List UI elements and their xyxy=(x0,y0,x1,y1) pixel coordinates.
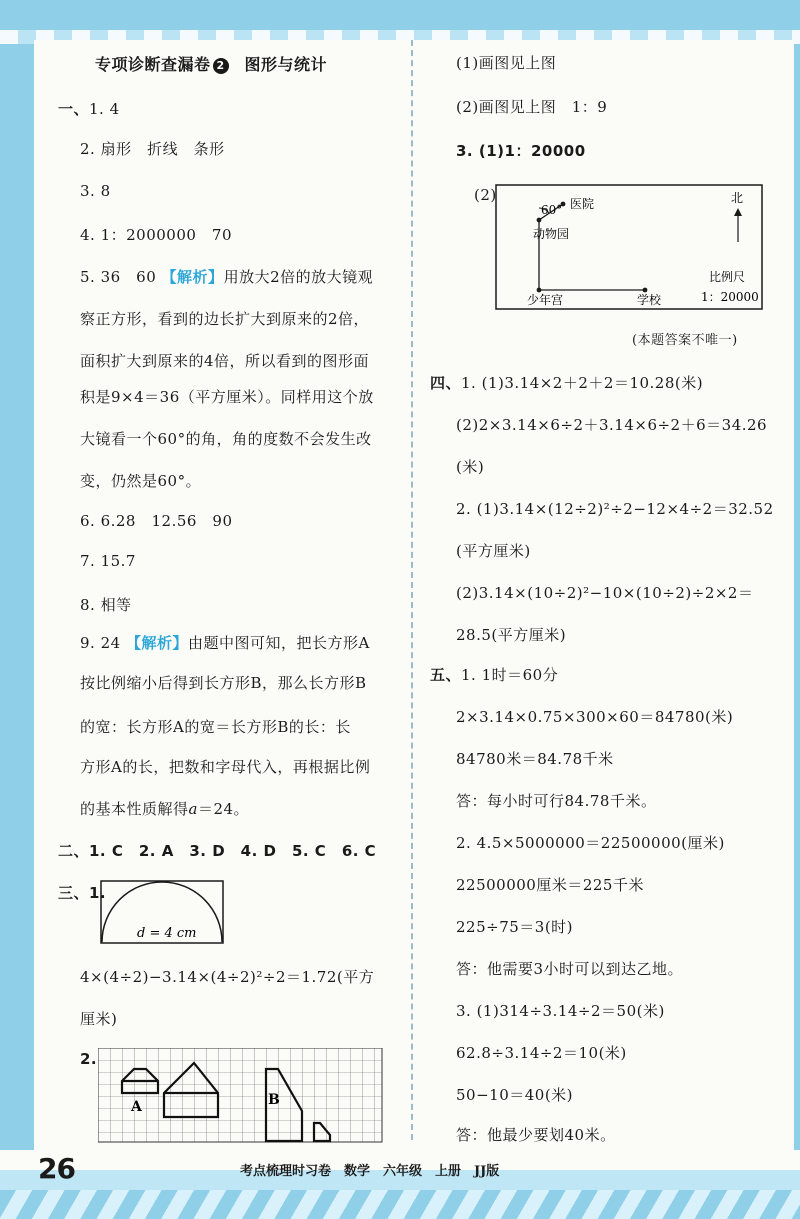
answer-1-6: 6. 6.28 12.56 90 xyxy=(80,512,233,530)
answer-5-2-1: 2. 4.5×5000000＝22500000(厘米) xyxy=(456,834,725,852)
section-3-calc-line-2: 厘米) xyxy=(80,1010,118,1028)
school-point xyxy=(643,288,648,293)
answer-1-4: 4. 1：2000000 70 xyxy=(80,226,233,244)
answer-1-5-line-5: 大镜看一个60°的角，角的度数不会发生改 xyxy=(80,430,372,448)
answer-1-5 xyxy=(80,266,373,288)
section-5-label: 五、 xyxy=(430,666,462,684)
shape-a-label: A xyxy=(131,1099,142,1115)
answer-4-1-2: (2)2×3.14×6÷2＋3.14×6÷2＋6＝34.26 xyxy=(456,416,768,434)
answer-4-1-1: 1. (1)3.14×2＋2＋2＝10.28(米) xyxy=(461,374,704,392)
answer-1-5-line-4: 积是9×4＝36（平方厘米）。同样用这个放 xyxy=(80,388,374,406)
answer-note: (本题答案不唯一) xyxy=(632,333,738,348)
answer-3-2-1: (1)画图见上图 xyxy=(456,54,557,72)
shape-b-label: B xyxy=(268,1092,280,1108)
answer-1-2: 2. 扇形 折线 条形 xyxy=(80,140,225,158)
answer-1-1: 1. 4 xyxy=(89,100,120,118)
zoo-label: 动物园 xyxy=(533,227,570,241)
section-3-calc-line-1: 4×(4÷2)−3.14×(4÷2)²÷2＝1.72(平方 xyxy=(80,968,375,986)
map-figure xyxy=(495,184,767,312)
column-divider xyxy=(411,40,413,1140)
answer-5-1-2: 2×3.14×0.75×300×60＝84780(米) xyxy=(456,708,734,726)
answer-1-9 xyxy=(80,632,370,654)
section-5-line-1 xyxy=(430,664,558,686)
answer-3-3-1-text: 3. (1)1：20000 xyxy=(456,142,586,160)
scale-label: 比例尺 xyxy=(709,270,746,284)
north-arrow-head xyxy=(734,208,742,216)
bottom-wave-border xyxy=(0,1190,800,1219)
section-3-label: 三、1. xyxy=(58,884,107,902)
palace-point xyxy=(537,288,542,293)
answer-3-2-2: (2)画图见上图 1：9 xyxy=(456,98,608,116)
zoo-point xyxy=(537,218,542,223)
title-prefix: 专项诊断查漏卷 xyxy=(95,55,211,74)
answer-1-7: 7. 15.7 xyxy=(80,552,136,570)
title-suffix: 图形与统计 xyxy=(244,55,328,74)
answer-1-9-text: 由题中图可知，把长方形A xyxy=(187,634,370,652)
answer-1-9-line-3: 的宽：长方形A的宽＝长方形B的长：长 xyxy=(80,718,351,736)
section-2-answers: 二、1. C 2. A 3. D 4. D 5. C 6. C xyxy=(58,842,377,860)
answer-1-9-line-4: 方形A的长，把数和字母代入，再根据比例 xyxy=(80,758,371,776)
answer-5-3-1: 3. (1)314÷3.14÷2＝50(米) xyxy=(456,1002,665,1020)
section-4-line-1 xyxy=(430,372,703,394)
answer-5-1-4: 答：每小时可行84.78千米。 xyxy=(456,792,657,810)
page-number: 26 xyxy=(38,1152,75,1185)
answer-1-5-values: 5. 36 60 xyxy=(80,268,157,286)
answer-5-3-3: 50−10＝40(米) xyxy=(456,1086,574,1104)
grid-background xyxy=(98,1048,382,1142)
grid-figure xyxy=(98,1048,386,1144)
hospital-label: 医院 xyxy=(570,197,595,211)
title-number-badge: 2 xyxy=(213,58,229,74)
analysis-tag-2: 【解析】 xyxy=(125,634,188,652)
page-title xyxy=(95,54,327,76)
answer-5-2-2: 22500000厘米＝225千米 xyxy=(456,876,644,894)
answer-3-3-1 xyxy=(456,140,586,162)
answer-1-3: 3. 8 xyxy=(80,182,111,200)
map-label-prefix: (2) xyxy=(474,186,497,204)
answer-4-1-2-unit: (米) xyxy=(456,458,485,476)
answer-5-3-4: 答：他最少要划40米。 xyxy=(456,1126,616,1144)
north-label: 北 xyxy=(731,191,744,205)
section-1-label: 一、 xyxy=(58,100,90,118)
palace-label: 少年宫 xyxy=(527,293,564,307)
analysis-tag: 【解析】 xyxy=(161,268,224,286)
answer-1-5-text: 用放大2倍的放大镜观 xyxy=(223,268,374,286)
answer-4-2-2: (2)3.14×(10÷2)²−10×(10÷2)÷2×2＝ xyxy=(456,584,754,602)
answer-4-2-1-unit: (平方厘米) xyxy=(456,542,531,560)
answer-5-1-1: 1. 1时＝60分 xyxy=(461,666,559,684)
scale-value: 1：20000 xyxy=(701,290,759,304)
answer-1-8: 8. 相等 xyxy=(80,596,132,614)
answer-5-1-3: 84780米＝84.78千米 xyxy=(456,750,614,768)
answer-1-9-line-5 xyxy=(80,798,249,820)
angle-label: 60° xyxy=(541,203,563,217)
semicircle-figure xyxy=(100,880,224,944)
answer-1-5-line-3: 面积扩大到原来的4倍，所以看到的图形面 xyxy=(80,352,370,370)
section-4-label: 四、 xyxy=(430,374,462,392)
answer-4-2-1: 2. (1)3.14×(12÷2)²÷2−12×4÷2＝32.52 xyxy=(456,500,774,518)
answer-1-5-line-6: 变，仍然是60°。 xyxy=(80,472,202,490)
book-info: 考点梳理时习卷 数学 六年级 上册 JJ版 xyxy=(240,1164,500,1179)
answer-5-2-4: 答：他需要3小时可以到达乙地。 xyxy=(456,960,684,978)
variable-a: a xyxy=(188,800,198,818)
school-label: 学校 xyxy=(637,293,662,307)
answer-1-5-line-2: 察正方形，看到的边长扩大到原来的2倍， xyxy=(80,310,370,328)
diameter-label: d = 4 cm xyxy=(137,926,197,941)
answer-5-2-3: 225÷75＝3(时) xyxy=(456,918,574,936)
answer-4-2-2-result: 28.5(平方厘米) xyxy=(456,626,567,644)
answer-1-9-line-2: 按比例缩小后得到长方形B，那么长方形B xyxy=(80,674,367,692)
answer-1-9-value: 9. 24 xyxy=(80,634,121,652)
answer-1-9-line-5-result: ＝24。 xyxy=(197,800,250,818)
section-3-q2-label: 2. xyxy=(80,1050,98,1068)
answer-1-9-line-5-text: 的基本性质解得 xyxy=(80,800,189,818)
section-1-line-1 xyxy=(58,98,120,120)
answer-5-3-2: 62.8÷3.14÷2＝10(米) xyxy=(456,1044,627,1062)
